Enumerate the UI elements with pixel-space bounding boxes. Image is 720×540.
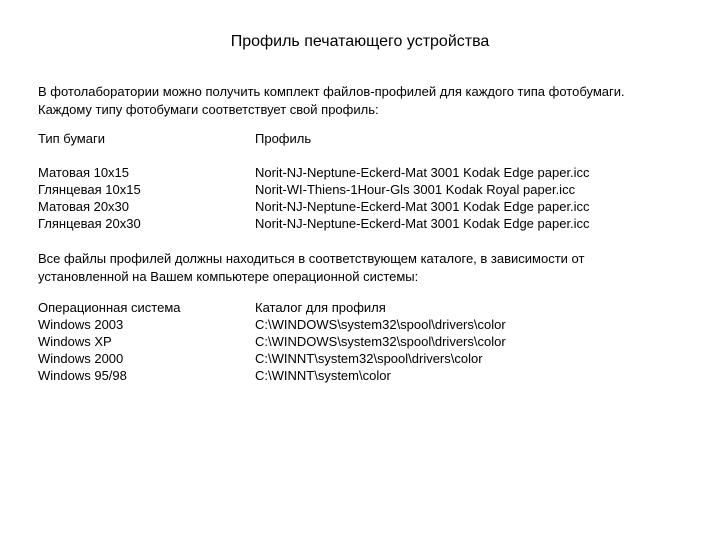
table-spacer xyxy=(38,147,698,164)
page-title: Профиль печатающего устройства xyxy=(230,33,490,50)
directory-cell: C:\WINNT\system\color xyxy=(255,368,391,383)
table-row xyxy=(38,333,698,350)
os-table-header xyxy=(38,299,698,316)
intro-line-1: В фотолаборатории можно получить комплект файлов-профилей для каждого типа фотобумаги. xyxy=(38,84,625,99)
os-cell: Windows 95/98 xyxy=(38,368,127,383)
header-os: Операционная система xyxy=(38,300,181,315)
paper-type-cell: Глянцевая 20x30 xyxy=(38,216,141,231)
note-line-1: Все файлы профилей должны находиться в соответствующем каталоге, в зависимости от xyxy=(38,251,585,266)
table-row xyxy=(38,164,698,181)
table-row xyxy=(38,181,698,198)
header-profile: Профиль xyxy=(255,131,312,146)
profile-cell: Norit-WI-Thiens-1Hour-Gls 3001 Kodak Royal paper.icc xyxy=(255,182,576,197)
header-directory: Каталог для профиля xyxy=(255,300,386,315)
os-cell: Windows 2003 xyxy=(38,317,124,332)
table-row xyxy=(38,215,698,232)
table-row xyxy=(38,198,698,215)
directory-cell: C:\WINNT\system32\spool\drivers\color xyxy=(255,351,483,366)
table-row xyxy=(38,367,698,384)
os-directory-table xyxy=(38,299,698,384)
paper-type-cell: Матовая 20x30 xyxy=(38,199,130,214)
location-note-paragraph xyxy=(38,250,698,285)
intro-paragraph xyxy=(38,83,698,118)
note-line-2: установленной на Вашем компьютере операционной системы: xyxy=(38,268,419,284)
table-row xyxy=(38,350,698,367)
os-cell: Windows XP xyxy=(38,334,112,349)
directory-cell: C:\WINDOWS\system32\spool\drivers\color xyxy=(255,334,506,349)
profile-cell: Norit-NJ-Neptune-Eckerd-Mat 3001 Kodak Edge paper.icc xyxy=(255,199,590,214)
paper-type-cell: Матовая 10x15 xyxy=(38,165,130,180)
header-paper-type: Тип бумаги xyxy=(38,131,105,146)
table-row xyxy=(38,316,698,333)
paper-table-header xyxy=(38,130,698,147)
profile-cell: Norit-NJ-Neptune-Eckerd-Mat 3001 Kodak Edge paper.icc xyxy=(255,165,590,180)
paper-type-cell: Глянцевая 10x15 xyxy=(38,182,141,197)
os-cell: Windows 2000 xyxy=(38,351,124,366)
directory-cell: C:\WINDOWS\system32\spool\drivers\color xyxy=(255,317,506,332)
intro-line-2: Каждому типу фотобумаги соответствует свой профиль: xyxy=(38,101,379,117)
profile-cell: Norit-NJ-Neptune-Eckerd-Mat 3001 Kodak Edge paper.icc xyxy=(255,216,590,231)
paper-profile-table xyxy=(38,130,698,232)
